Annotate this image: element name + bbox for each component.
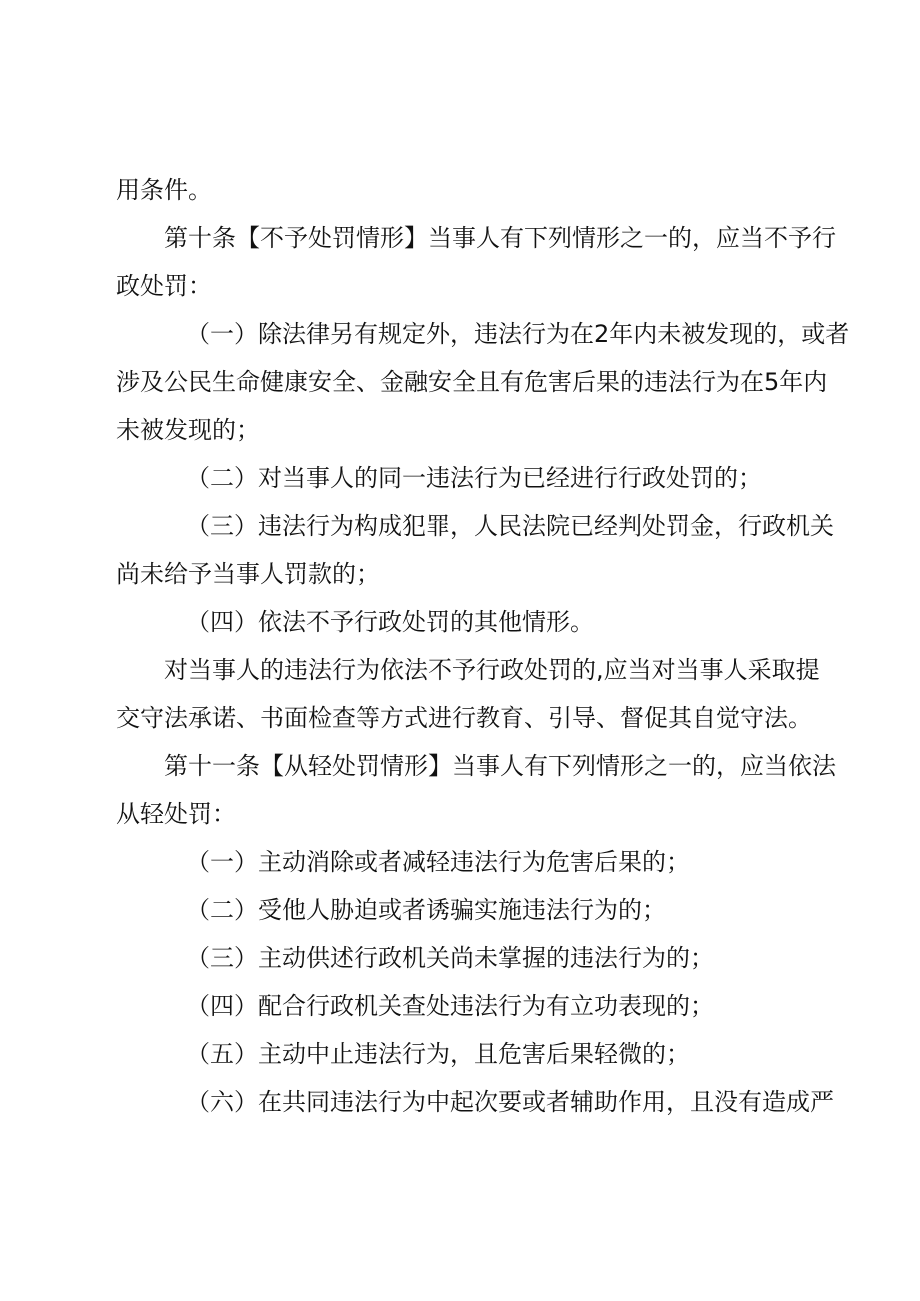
- text-line: 用条件。: [116, 176, 212, 204]
- list-item: （三）违法行为构成犯罪，人民法院已经判处罚金，行政机关: [186, 512, 834, 540]
- text-line: 从轻处罚：: [116, 800, 236, 828]
- list-item: （二）受他人胁迫或者诱骗实施违法行为的；: [186, 896, 666, 924]
- article-11-heading: 第十一条【从轻处罚情形】当事人有下列情形之一的，应当依法: [164, 752, 836, 780]
- list-item: （四）依法不予行政处罚的其他情形。: [186, 608, 594, 636]
- list-item: （一）主动消除或者减轻违法行为危害后果的；: [186, 848, 690, 876]
- list-item: （三）主动供述行政机关尚未掌握的违法行为的；: [186, 944, 714, 972]
- text-line: 未被发现的；: [116, 416, 260, 444]
- list-item: （一）除法律另有规定外，违法行为在2年内未被发现的，或者: [186, 320, 850, 348]
- list-item: （四）配合行政机关查处违法行为有立功表现的；: [186, 992, 714, 1020]
- list-item: （二）对当事人的同一违法行为已经进行行政处罚的；: [186, 464, 762, 492]
- paragraph-line: 对当事人的违法行为依法不予行政处罚的,应当对当事人采取提: [164, 656, 820, 684]
- list-item: （六）在共同违法行为中起次要或者辅助作用，且没有造成严: [186, 1088, 834, 1116]
- text-line: 涉及公民生命健康安全、金融安全且有危害后果的违法行为在5年内: [116, 368, 828, 396]
- list-item: （五）主动中止违法行为，且危害后果轻微的；: [186, 1040, 690, 1068]
- text-line: 政处罚：: [116, 272, 212, 300]
- text-line: 交守法承诺、书面检查等方式进行教育、引导、督促其自觉守法。: [116, 704, 812, 732]
- text-line: 尚未给予当事人罚款的；: [116, 560, 380, 588]
- article-10-heading: 第十条【不予处罚情形】当事人有下列情形之一的，应当不予行: [164, 224, 836, 252]
